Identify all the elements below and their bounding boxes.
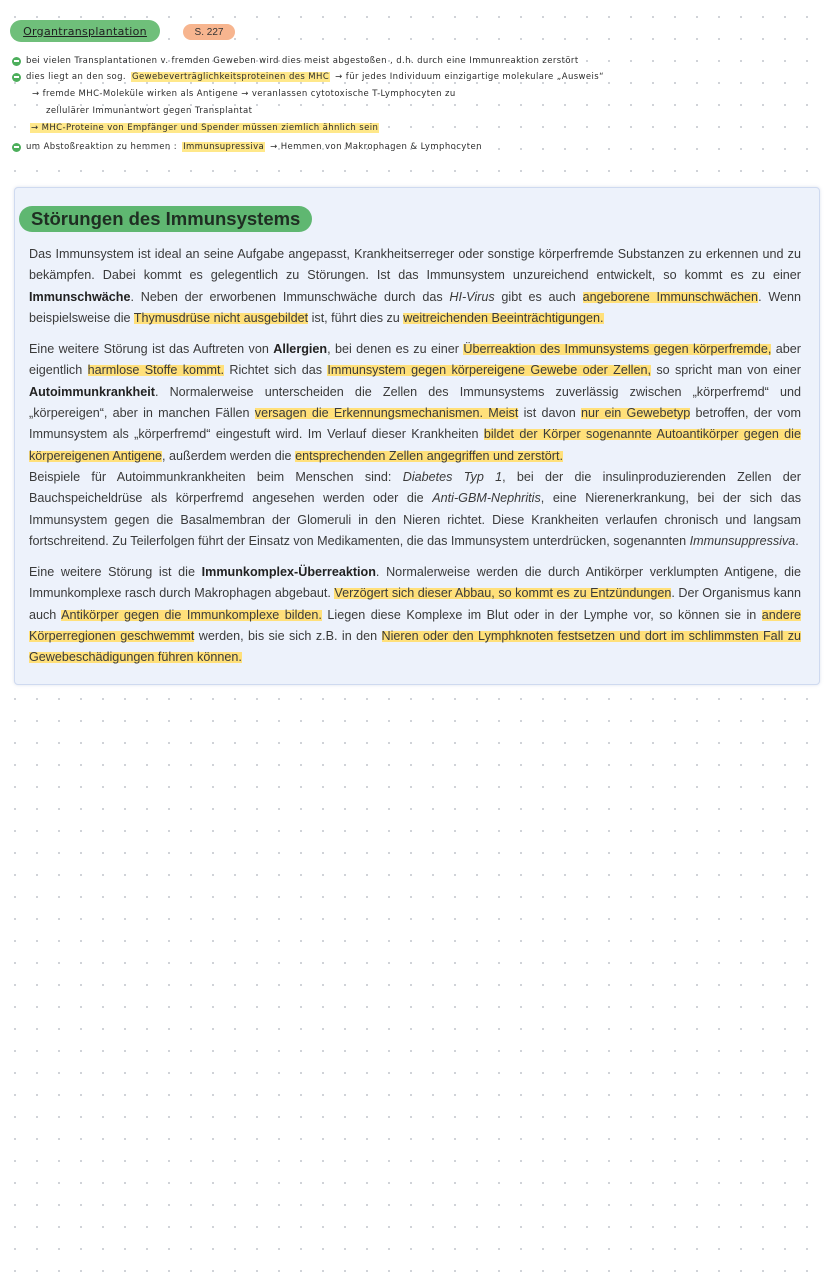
paragraph: [29, 244, 801, 329]
bold-term: Immunschwäche: [29, 289, 131, 304]
text: gibt es auch: [494, 289, 583, 304]
italic-term: Anti-GBM-Nephritis: [432, 491, 541, 506]
text: Eine weitere Störung ist das Auftreten von: [29, 342, 274, 357]
page-reference: [183, 24, 235, 40]
text: Beispiele für Autoimmunkrankheiten beim Menschen sind:: [29, 469, 403, 484]
highlight: bildet der Körper sogenannte Autoantikörper gegen die körpereigenen Antigene: [29, 427, 801, 463]
text: , bei der die insulinproduzierenden Zellen der Bauchspeicheldrüse als körperfremd angesehen werden oder die: [29, 469, 801, 506]
text: Das Immunsystem ist ideal an seine Aufgabe angepasst, Krankheitserreger oder sonstige körperfremde Substanzen zu erkennen und zu bekämpfen. Dabei kommt es gelegentlich zu Störungen. Ist das Immunsystem unzureichend entwickelt, so kommt es zu einer: [29, 247, 801, 283]
highlight: nur ein Gewebetyp: [581, 406, 691, 421]
paragraph: [29, 339, 801, 552]
note-line: [32, 89, 456, 99]
note-text: → fremde MHC-Moleküle wirken als Antigene → veranlassen cytotoxische T-Lymphocyten zu: [32, 89, 456, 99]
note-text: → Hemmen von Makrophagen & Lymphocyten: [270, 142, 482, 152]
bold-term: Allergien: [273, 342, 328, 357]
note-highlight: Gewebeverträglichkeitsproteinen des MHC: [132, 72, 330, 82]
text: werden, bis sie sich z.B. in den: [194, 629, 382, 644]
highlight: andere Körperregionen geschwemmt: [29, 607, 802, 644]
notes-title: Organtransplantation: [10, 20, 160, 42]
text: betroffen, der vom Immunsystem als „körperfremd“ eingestuft wird. Im Verlauf dieser Krankheiten: [29, 406, 801, 442]
arrow-bullet-icon: [12, 143, 21, 152]
highlight: versagen die Erkennungsmechanismen. Meist: [254, 406, 519, 421]
bold-term: Immunkomplex-Überreaktion: [201, 565, 376, 580]
paragraph: [29, 562, 801, 668]
italic-term: Diabetes Typ 1: [402, 469, 503, 484]
highlight: Überreaktion des Immunsystems gegen körperfremde,: [463, 342, 772, 357]
text: so spricht man von einer: [650, 363, 801, 378]
text: . Normalerweise werden die durch Antikörper verklumpten Antigene, die Immunkomplexe rasch durch Makrophagen abgebaut.: [29, 565, 801, 601]
text: Liegen diese Komplexe im Blut oder in der Lymphe vor, so können sie in: [321, 607, 762, 622]
text: . Normalerweise unterscheiden die Zellen des Immunsystems zuverlässig zwischen „körperfremd“ und „körpereigen“, aber in manchen Fällen: [29, 384, 801, 421]
note-highlight: Immunsupressiva: [183, 142, 265, 152]
info-box: [14, 187, 820, 685]
italic-term: Immunsuppressiva: [689, 533, 796, 548]
arrow-bullet-icon: [12, 57, 21, 66]
highlight: Immunsystem gegen körpereigene Gewebe oder Zellen,: [327, 363, 651, 378]
text: , bei denen es zu einer: [327, 342, 464, 357]
note-text: um Abstoßreaktion zu hemmen :: [26, 142, 178, 152]
italic-term: HI-Virus: [449, 289, 495, 304]
note-line: [12, 72, 604, 82]
text: ist davon: [518, 406, 582, 421]
note-text: bei vielen Transplantationen v. fremden Geweben wird dies meist abgestoßen , d.h. durch eine Immunreaktion zerstört: [26, 56, 579, 66]
body-text: [29, 244, 801, 679]
note-line: [12, 56, 579, 66]
highlight: weitreichenden Beeinträchtigungen.: [403, 310, 604, 325]
text: ist, führt dies zu: [308, 310, 404, 325]
text: Eine weitere Störung ist die: [29, 565, 202, 580]
text: . Wenn beispielsweise die: [29, 289, 801, 325]
arrow-bullet-icon: [12, 73, 21, 82]
page-ref-text: S. 227: [194, 26, 224, 38]
note-text: dies liegt an den sog.: [26, 72, 127, 82]
highlight: Verzögert sich dieser Abbau, so kommt es zu Entzündungen: [334, 586, 672, 601]
note-text: zellulärer Immunantwort gegen Transplantat: [46, 106, 253, 116]
highlight: angeborene Immunschwächen: [582, 289, 759, 304]
highlight: Antikörper gegen die Immunkomplexe bilden.: [61, 607, 322, 622]
bold-term: Autoimmunkrankheit: [29, 384, 155, 399]
text: , eine Nierenerkrankung, bei der sich das Immunsystem gegen die Basalmembran der Glomeruli in den Nieren richtet. Diese Krankheiten verlaufen chronisch und langsam fortschreitend. Zu Teilerfolgen führt der Einsatz von Medikamenten, die das Immunsystem unterdrücken, sogenannten: [29, 491, 801, 548]
text: . Neben der erworbenen Immunschwäche durch das: [130, 289, 450, 304]
text: . Der Organismus kann auch: [29, 586, 801, 622]
note-text: → für jedes Individuum einzigartige molekulare „Ausweis“: [335, 72, 604, 82]
note-highlight: → MHC-Proteine von Empfänger und Spender müssen ziemlich ähnlich sein: [31, 123, 379, 133]
note-line: [46, 106, 252, 116]
note-line: [30, 123, 379, 133]
text: , außerdem werden die: [162, 448, 296, 463]
highlight: entsprechenden Zellen angegriffen und zerstört.: [295, 448, 563, 463]
text: .: [795, 533, 799, 548]
highlight: Thymusdrüse nicht ausgebildet: [133, 310, 309, 325]
text: Richtet sich das: [224, 363, 328, 378]
note-line: [12, 142, 482, 152]
text: aber eigentlich: [29, 342, 801, 378]
highlight: Nieren oder den Lymphknoten festsetzen und dort im schlimmsten Fall zu Gewebeschädigungen führen können.: [29, 629, 801, 665]
section-heading: Störungen des Immunsystems: [19, 206, 312, 232]
highlight: harmlose Stoffe kommt.: [87, 363, 225, 378]
